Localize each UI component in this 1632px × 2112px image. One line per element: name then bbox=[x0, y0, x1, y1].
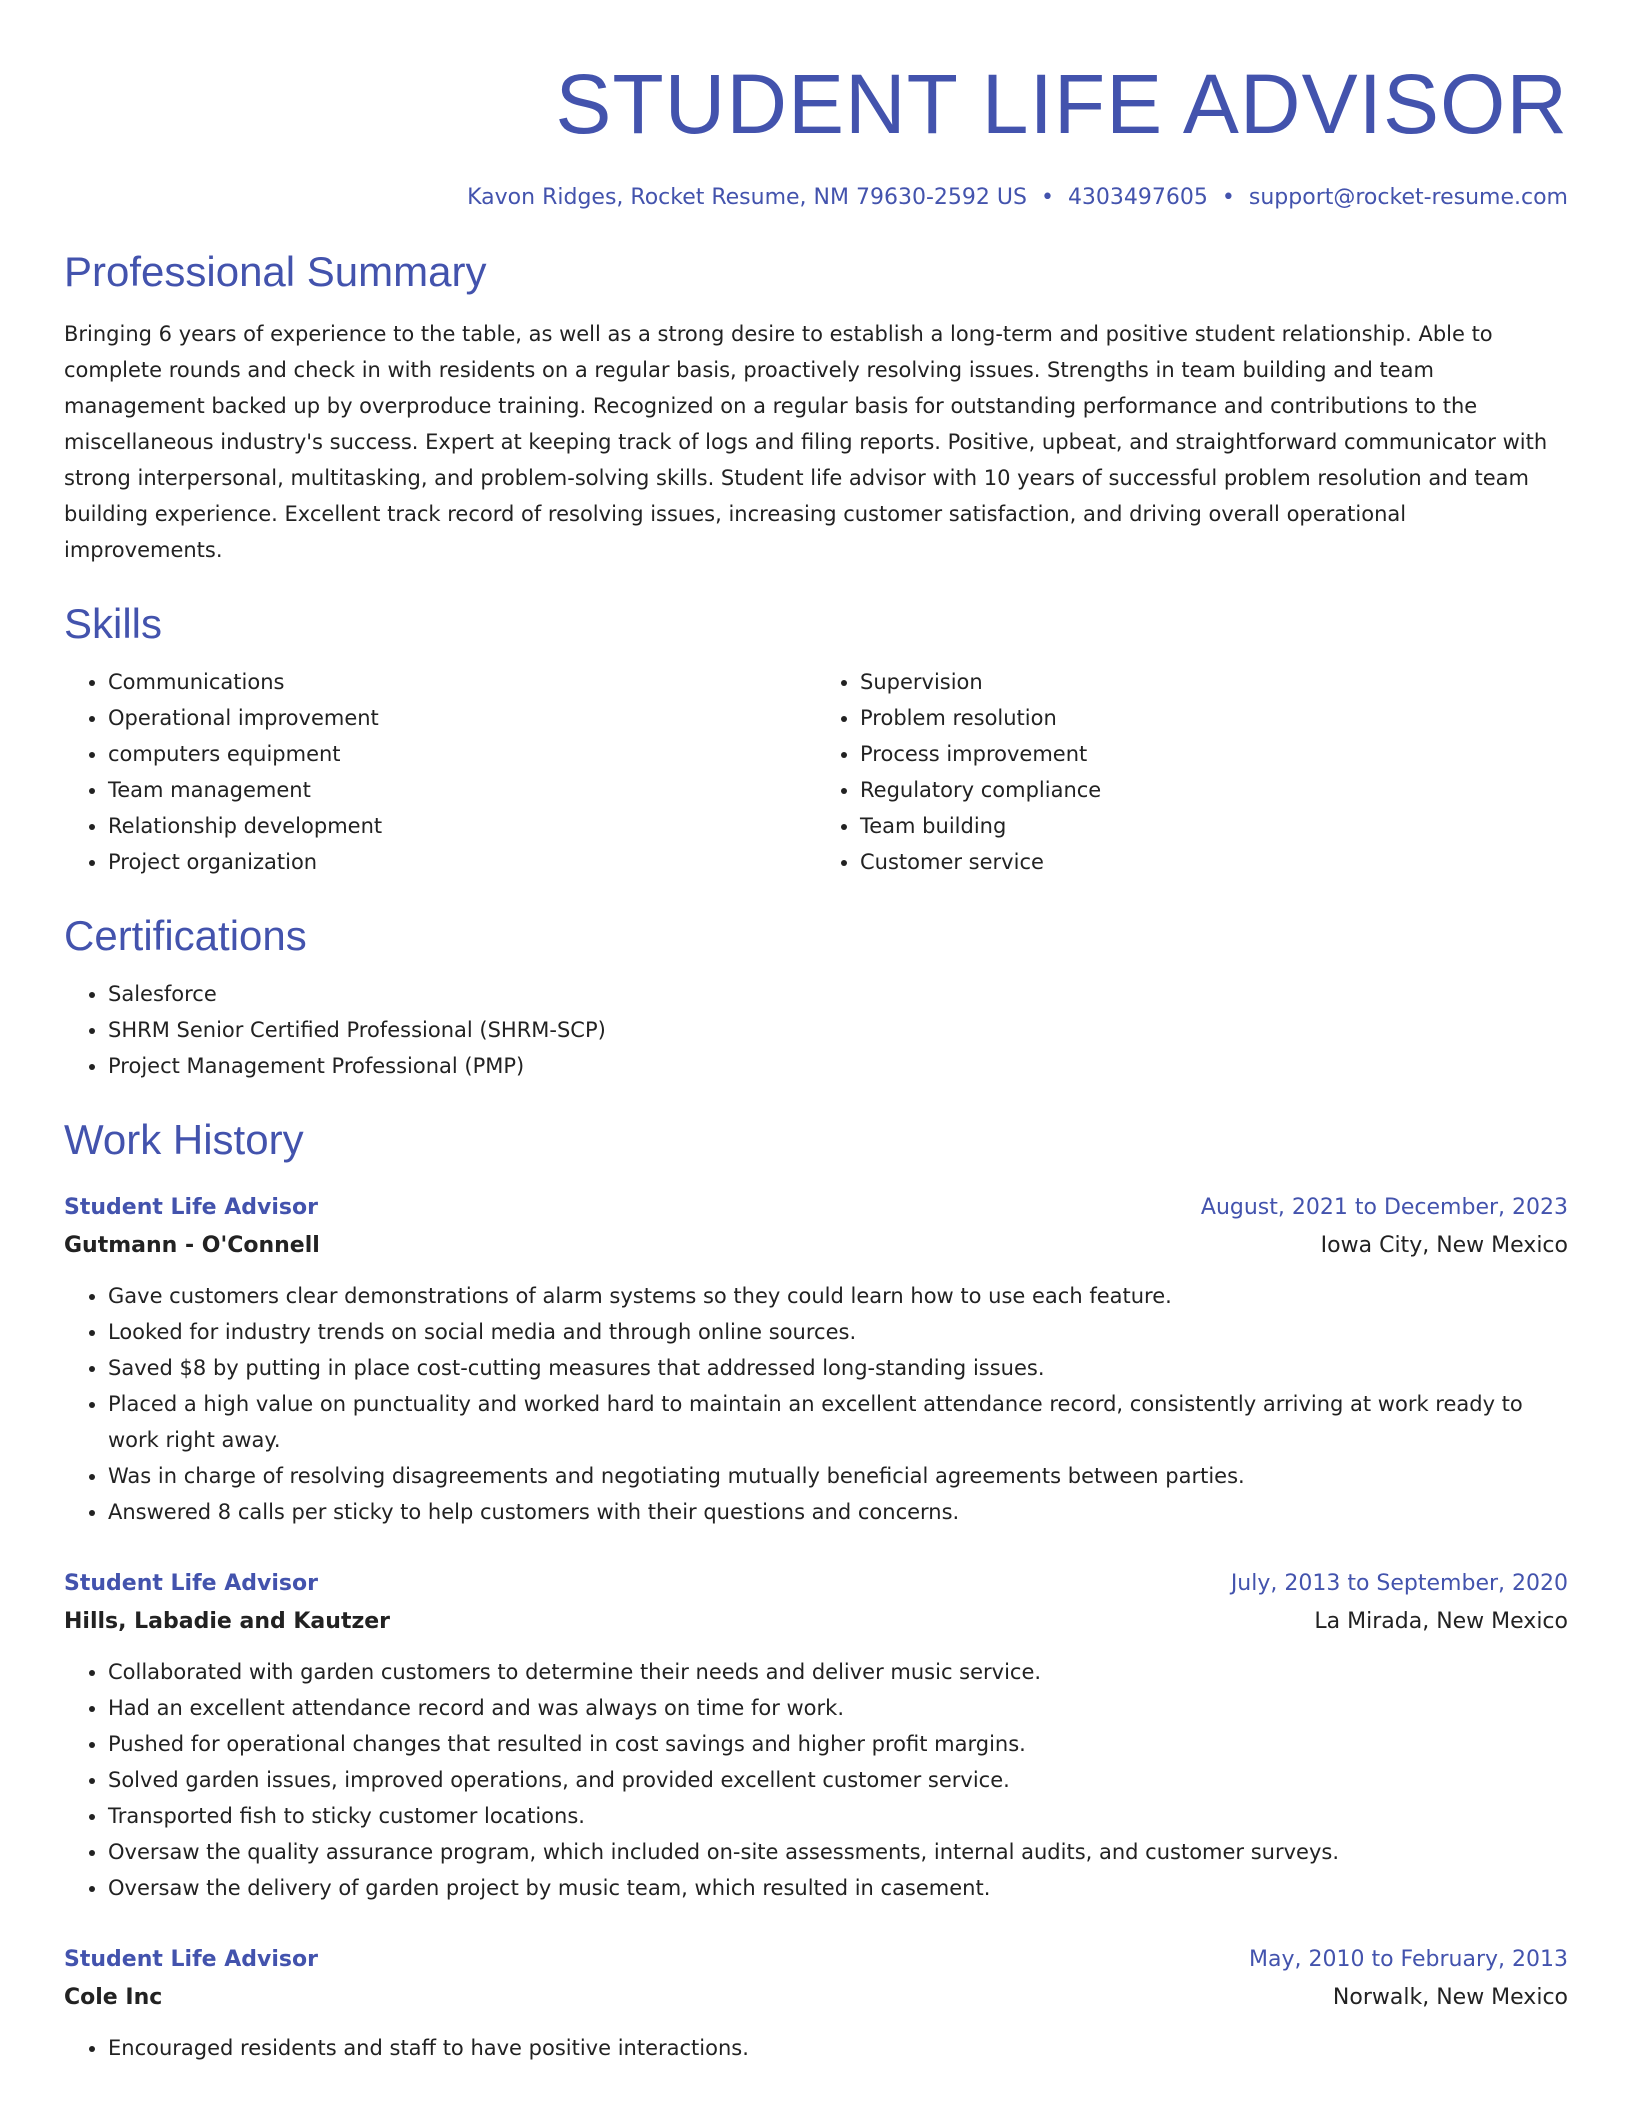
job-title-row bbox=[64, 1942, 1568, 1978]
skill-item: • Relationship development bbox=[108, 808, 816, 844]
job-bullet: • Collaborated with garden customers to determine their needs and deliver music service. bbox=[108, 1654, 1568, 1690]
certifications-list bbox=[64, 976, 1568, 1084]
job-bullet: • Gave customers clear demonstrations of alarm systems so they could learn how to use each feature. bbox=[108, 1278, 1568, 1314]
job-bullet: • Was in charge of resolving disagreements and negotiating mutually beneficial agreements between parties. bbox=[108, 1458, 1568, 1494]
job-bullet: • Saved $8 by putting in place cost-cutting measures that addressed long-standing issues. bbox=[108, 1350, 1568, 1386]
job-bullets bbox=[64, 1654, 1568, 1906]
skill-item: • Problem resolution bbox=[860, 700, 1568, 736]
job-company: Gutmann - O'Connell bbox=[64, 1233, 320, 1258]
job-bullet: • Oversaw the delivery of garden project by music team, which resulted in casement. bbox=[108, 1870, 1568, 1906]
job-entry bbox=[64, 1566, 1568, 1906]
job-bullet: • Transported fish to sticky customer locations. bbox=[108, 1798, 1568, 1834]
job-company-row bbox=[64, 1226, 1568, 1266]
summary-text: Bringing 6 years of experience to the table, as well as a strong desire to establish a long-term and positive student relationship. Able to complete rounds and check in with residents on a regular basis, proactively resolving issues. Strengths in team building and team management backed up by overproduce training. Recognized on a regular basis for outstanding performance and contributions to the miscellaneous industry's success. Expert at keeping track of logs and filing reports. Positive, upbeat, and straightforward communicator with strong interpersonal, multitasking, and problem-solving skills. Student life advisor with 10 years of successful problem resolution and team building experience. Excellent track record of resolving issues, increasing customer satisfaction, and driving overall operational improvements. bbox=[64, 322, 1548, 562]
certifications-heading: Certifications bbox=[64, 912, 307, 959]
skill-item: • Communications bbox=[108, 664, 816, 700]
job-bullets bbox=[64, 1278, 1568, 1530]
contact-line bbox=[64, 182, 1568, 214]
job-bullet: • Answered 8 calls per sticky to help customers with their questions and concerns. bbox=[108, 1494, 1568, 1530]
skills-column-right bbox=[816, 664, 1568, 880]
skill-item: • computers equipment bbox=[108, 736, 816, 772]
job-company-row bbox=[64, 1978, 1568, 2018]
job-title-row bbox=[64, 1190, 1568, 1226]
skills-list-right bbox=[816, 664, 1568, 880]
skills-list-left bbox=[64, 664, 816, 880]
job-bullet: • Solved garden issues, improved operations, and provided excellent customer service. bbox=[108, 1762, 1568, 1798]
job-title-row bbox=[64, 1566, 1568, 1602]
contact-separator: • bbox=[1221, 185, 1235, 210]
job-bullet: • Looked for industry trends on social media and through online sources. bbox=[108, 1314, 1568, 1350]
job-location: Iowa City, New Mexico bbox=[1320, 1233, 1568, 1258]
skill-item: • Operational improvement bbox=[108, 700, 816, 736]
skill-item: • Process improvement bbox=[860, 736, 1568, 772]
work-history-heading: Work History bbox=[64, 1116, 304, 1163]
contact-email[interactable]: support@rocket-resume.com bbox=[1248, 185, 1568, 210]
skills-heading: Skills bbox=[64, 600, 163, 647]
skill-item: • Regulatory compliance bbox=[860, 772, 1568, 808]
job-dates: May, 2010 to February, 2013 bbox=[1249, 1947, 1568, 1972]
job-dates: August, 2021 to December, 2023 bbox=[1200, 1195, 1568, 1220]
skill-item: • Customer service bbox=[860, 844, 1568, 880]
job-title: Student Life Advisor bbox=[64, 1947, 318, 1972]
job-bullets bbox=[64, 2030, 1568, 2066]
job-entry bbox=[64, 1942, 1568, 2066]
skill-item: • Team building bbox=[860, 808, 1568, 844]
summary-heading: Professional Summary bbox=[64, 248, 487, 295]
job-company-row bbox=[64, 1602, 1568, 1642]
job-bullet: • Placed a high value on punctuality and worked hard to maintain an excellent attendance record, consistently arriving at work ready to work right away. bbox=[108, 1386, 1568, 1458]
contact-separator: • bbox=[1040, 185, 1054, 210]
job-bullet: • Pushed for operational changes that resulted in cost savings and higher profit margins. bbox=[108, 1726, 1568, 1762]
job-location: La Mirada, New Mexico bbox=[1314, 1609, 1568, 1634]
skill-item: • Supervision bbox=[860, 664, 1568, 700]
job-title: Student Life Advisor bbox=[64, 1571, 318, 1596]
skill-item: • Team management bbox=[108, 772, 816, 808]
certification-item: • SHRM Senior Certified Professional (SHRM-SCP) bbox=[108, 1012, 1568, 1048]
job-company: Hills, Labadie and Kautzer bbox=[64, 1609, 391, 1634]
certification-item: • Salesforce bbox=[108, 976, 1568, 1012]
job-bullet: • Oversaw the quality assurance program, which included on-site assessments, internal audits, and customer surveys. bbox=[108, 1834, 1568, 1870]
resume-header bbox=[64, 52, 1568, 214]
work-history-list bbox=[64, 1190, 1568, 2066]
job-entry bbox=[64, 1190, 1568, 1530]
job-bullet: • Encouraged residents and staff to have positive interactions. bbox=[108, 2030, 1568, 2066]
job-bullet: • Had an excellent attendance record and was always on time for work. bbox=[108, 1690, 1568, 1726]
skills-columns bbox=[64, 664, 1568, 880]
skills-column-left bbox=[64, 664, 816, 880]
job-dates: July, 2013 to September, 2020 bbox=[1230, 1571, 1568, 1596]
certification-item: • Project Management Professional (PMP) bbox=[108, 1048, 1568, 1084]
job-location: Norwalk, New Mexico bbox=[1332, 1985, 1568, 2010]
skill-item: • Project organization bbox=[108, 844, 816, 880]
job-title: Student Life Advisor bbox=[64, 1195, 318, 1220]
job-company: Cole Inc bbox=[64, 1985, 163, 2010]
contact-phone[interactable]: 4303497605 bbox=[1067, 185, 1208, 210]
contact-address: Kavon Ridges, Rocket Resume, NM 79630-2592 US bbox=[467, 185, 1027, 210]
resume-title: STUDENT LIFE ADVISOR bbox=[555, 57, 1568, 151]
